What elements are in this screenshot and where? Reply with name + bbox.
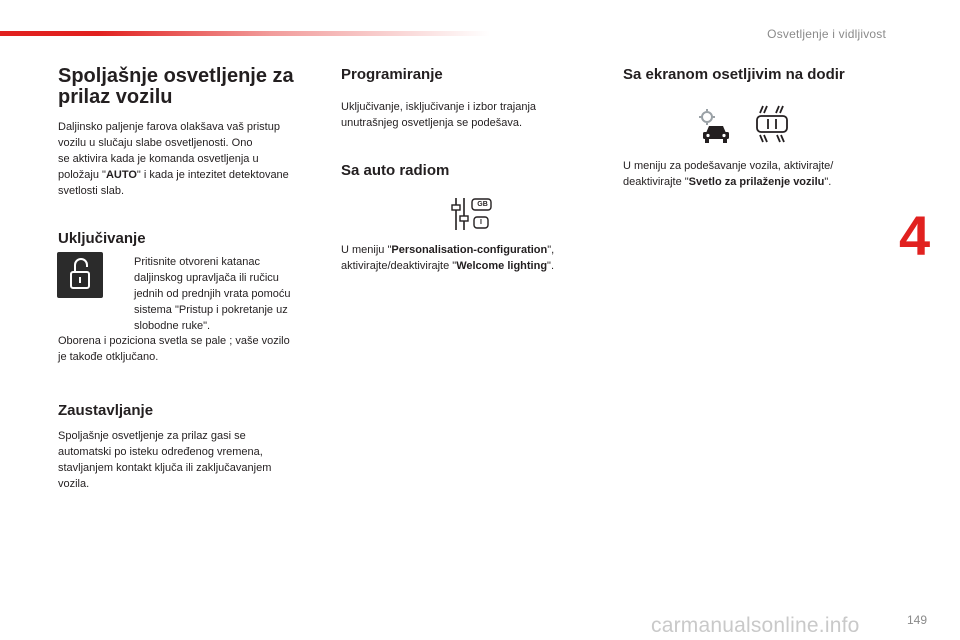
touchscreen-paragraph: U meniju za podešavanje vozila, aktivirajte/ deaktivirajte "Svetlo za prilaženje vozilu". [623,160,834,188]
heading-ukljucivanje: Uključivanje [58,230,146,247]
header-accent-bar [0,31,490,36]
heading-touchscreen: Sa ekranom osetljivim na dodir [623,66,845,83]
watermark: carmanualsonline.info [651,614,860,637]
approach-lighting-icon [753,104,791,144]
ukljucivanje-instruction: Pritisnite otvoreni katanac daljinskog upravljača ili ručicu jednih od prednjih vrata pomoću sistema "Pristup i pokretanje uz slobodne ruke". [134,256,291,332]
car-settings-icon [697,108,733,144]
heading-zaustavljanje: Zaustavljanje [58,402,154,419]
radio-icon-label-bottom: I [480,219,482,226]
heading-auto-radio: Sa auto radiom [341,162,450,179]
ukljucivanje-result: Oborena i poziciona svetla se pale ; vaše vozilo je takođe otključano. [58,335,290,363]
page-number: 149 [906,613,927,627]
heading-programiranje: Programiranje [341,66,443,83]
column-1 [58,66,326,199]
programiranje-paragraph: Uključivanje, isključivanje i izbor trajanja unutrašnjeg osvetljenja se podešava. [341,101,537,129]
radio-paragraph: U meniju "Personalisation-configuration", aktivirajte/deaktivirajte "Welcome lighting". [341,244,555,272]
section-title-approach-lighting: Spoljašnje osvetljenje za prilaz vozilu [58,65,294,108]
open-padlock-icon [57,252,103,298]
radio-settings-icon [451,196,495,232]
zaustavljanje-paragraph: Spoljašnje osvetljenje za prilaz gasi se automatski po isteku određenog vremena, stavljanjem kontakt ključa ili zaključavanjem vozila. [58,430,272,490]
chapter-title: Osvetljenje i vidljivost [767,27,886,41]
radio-icon-label-top: GB [477,201,488,208]
chapter-number: 4 [899,204,931,267]
intro-paragraph: Daljinsko paljenje farova olakšava vaš pristup vozilu u slučaju slabe osvetljenosti. Ono se aktivira kada je komanda osvetljenja u položaju "AUTO" i kada je intezitet detektovane svetlosti slab. [58,121,289,197]
